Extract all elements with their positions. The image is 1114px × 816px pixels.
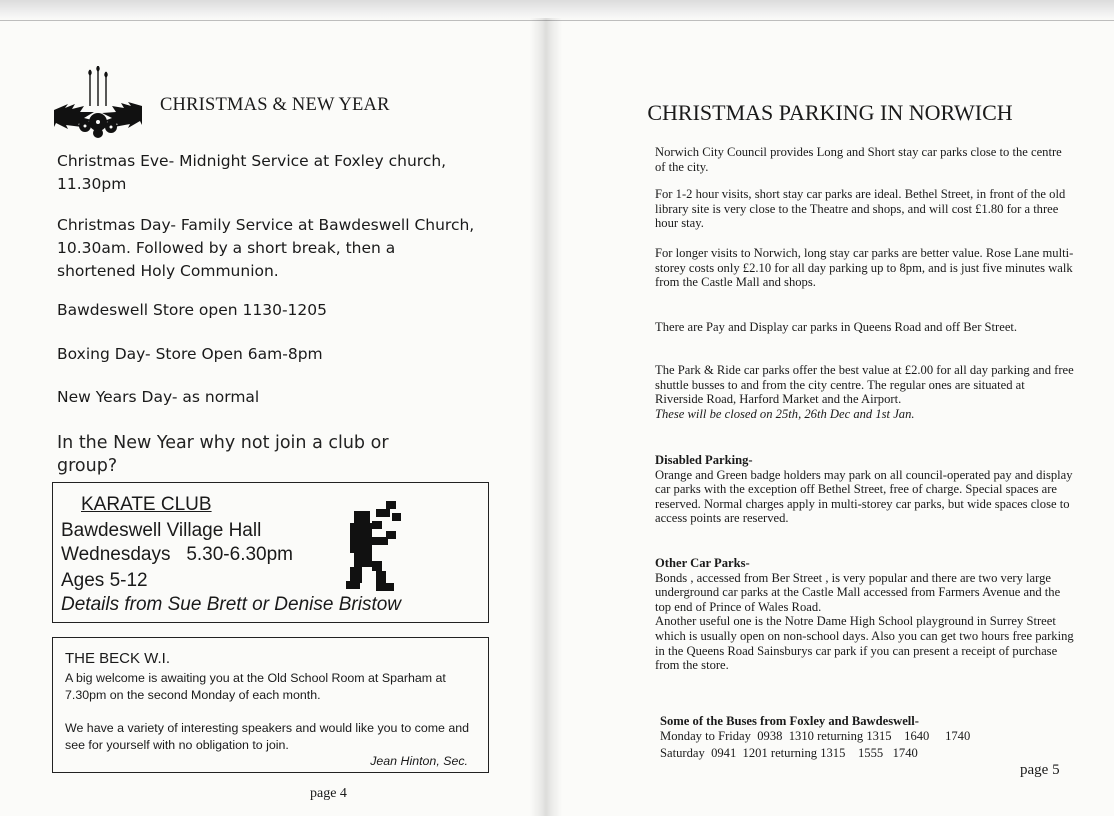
other-car-parks-heading: Other Car Parks-: [655, 556, 750, 570]
karate-ages: Ages 5-12: [61, 570, 148, 591]
karate-schedule: Wednesdays 5.30-6.30pm: [61, 544, 294, 565]
park-ride-closure-note: These will be closed on 25th, 26th Dec and 1st Jan.: [655, 406, 915, 421]
event-christmas-eve: Christmas Eve- Midnight Service at Foxley church, 11.30pm: [57, 152, 447, 193]
disabled-parking-heading: Disabled Parking-: [655, 453, 753, 467]
beck-wi-box: [52, 637, 489, 773]
karate-venue: Bawdeswell Village Hall: [61, 520, 262, 541]
parking-title: CHRISTMAS PARKING IN NORWICH: [647, 99, 1013, 125]
club-question: In the New Year why not join a club or group?: [57, 433, 389, 476]
parking-intro: Norwich City Council provides Long and Short stay car parks close to the centre of the city.: [655, 145, 1062, 174]
bus-times-saturday: Saturday 0941 1201 returning 1315 1555 1740: [660, 746, 918, 760]
right-page: [560, 0, 1114, 816]
other-car-parks-text-1: Bonds , accessed from Ber Street , is very popular and there are two very large underground car parks at the Castle Mall accessed from Farmers Avenue and the top end of Prince of Wales Road.: [655, 570, 1061, 614]
long-stay-paragraph: For longer visits to Norwich, long stay car parks are better value. Rose Lane multi-storey costs only £2.10 for all day parking up to 8pm, and is just five minutes walk from the Castle Mall and shops.: [655, 246, 1074, 290]
karate-details: Details from Sue Brett or Denise Bristow: [61, 594, 402, 615]
section-title: CHRISTMAS & NEW YEAR: [160, 95, 390, 115]
event-store-hours: Bawdeswell Store open 1130-1205: [57, 301, 328, 319]
page-number-right: page 5: [1020, 762, 1060, 778]
park-ride-text: The Park & Ride car parks offer the best value at £2.00 for all day parking and free shuttle busses to and from the city centre. The regular ones are situated at Riverside Road, Harford Market and the Airport.: [655, 363, 1074, 407]
other-car-parks-section: [655, 556, 1075, 673]
bus-times-weekday: Monday to Friday 0938 1310 returning 1315 1640 1740: [660, 729, 971, 743]
wi-text-welcome: A big welcome is awaiting you at the Old School Room at Sparham at 7.30pm on the second Monday of each month.: [65, 671, 446, 702]
pay-display-paragraph: There are Pay and Display car parks in Queens Road and off Ber Street.: [655, 320, 1018, 334]
short-stay-paragraph: For 1-2 hour visits, short stay car parks are ideal. Bethel Street, in front of the old library site is very close to the Theatre and shops, and will cost £1.80 for a three hour stay.: [655, 187, 1066, 231]
left-page: [0, 0, 540, 816]
event-boxing-day: Boxing Day- Store Open 6am-8pm: [57, 345, 323, 363]
karate-title: KARATE CLUB: [81, 494, 212, 515]
wi-title: THE BECK W.I.: [65, 650, 171, 667]
karate-club-box: [52, 482, 489, 623]
park-ride-paragraph: [655, 363, 1075, 421]
christmas-candles-icon: [52, 66, 144, 138]
wi-text-speakers: We have a variety of interesting speakers and would like you to come and see for yourself with no obligation to join.: [65, 721, 470, 752]
disabled-parking-section: [655, 453, 1075, 526]
page-number-left: page 4: [310, 786, 347, 801]
wi-signature: Jean Hinton, Sec.: [370, 754, 468, 768]
other-car-parks-text-2: Another useful one is the Notre Dame High School playground in Surrey Street which is usually open on non-school days. Also you can get two hours free parking in the Queens Road Sainsburys car park if you can present a receipt of purchase from the store.: [655, 614, 1074, 673]
karate-kick-icon: [346, 501, 401, 592]
event-christmas-day: Christmas Day- Family Service at Bawdeswell Church, 10.30am. Followed by a short break, then a shortened Holy Communion.: [57, 216, 475, 280]
event-new-years-day: New Years Day- as normal: [57, 388, 260, 406]
buses-heading: Some of the Buses from Foxley and Bawdeswell-: [660, 714, 919, 728]
disabled-parking-text: Orange and Green badge holders may park on all council-operated pay and display car parks with the exception off Bethel Street, free of charge. Special spaces are reserved. Normal charges apply in multi-storey car parks, but wide spaces close to access points are reserved.: [655, 467, 1073, 526]
